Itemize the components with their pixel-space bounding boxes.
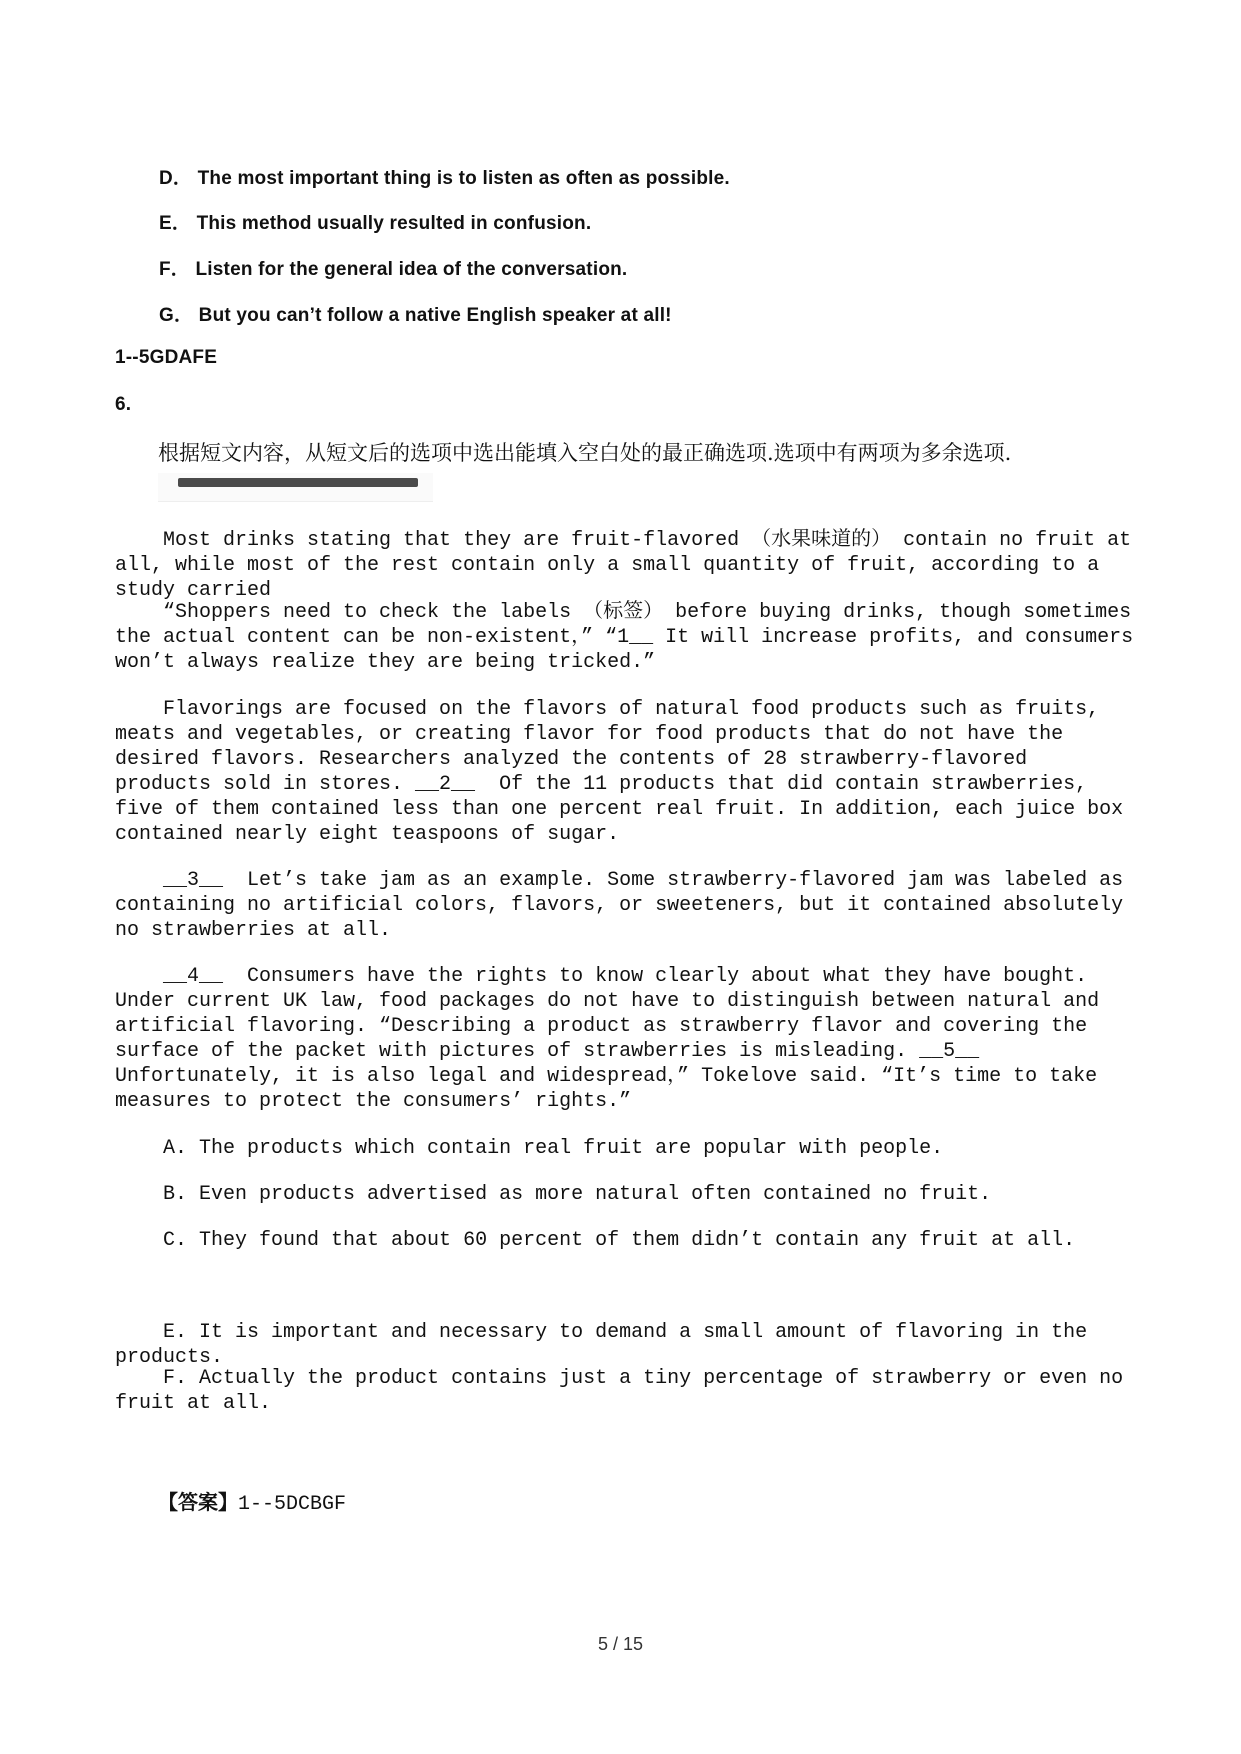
option-c: C. They found that about 60 percent of them didn’t contain any fruit at all. — [115, 1229, 1076, 1252]
option-letter: D． — [159, 168, 193, 189]
answer-line — [158, 1490, 346, 1517]
passage-paragraph-1: Most drinks stating that they are fruit-flavored （水果味道的） contain no fruit at all, while most of the rest contain only a small quantity of fruit, according to a study carried — [115, 529, 1144, 602]
prev-option-e — [159, 208, 591, 235]
answer-value: 1--5DCBGF — [238, 1493, 347, 1516]
option-letter: G． — [159, 305, 194, 326]
option-text: The most important thing is to listen as often as possible. — [197, 168, 730, 189]
option-text: This method usually resulted in confusion. — [196, 213, 592, 234]
option-letter: F． — [159, 259, 191, 280]
instruction-text: 根据短文内容，从短文后的选项中选出能填入空白处的最正确选项.选项中有两项为多余选项. — [158, 441, 1012, 465]
prev-option-f — [159, 254, 627, 281]
passage-paragraph-2: “Shoppers need to check the labels （标签） before buying drinks, though sometimes the actual content can be non-existent，” “1__ It will increase profits, and consumers won’t always realize they are being tricked.” — [115, 601, 1146, 674]
option-letter: E． — [159, 213, 192, 234]
prev-option-g — [159, 300, 672, 327]
prev-option-d — [159, 163, 730, 190]
option-text: Listen for the general idea of the conversation. — [195, 259, 628, 280]
question-number: 6. — [115, 394, 132, 415]
option-f: F. Actually the product contains just a tiny percentage of strawberry or even no fruit at all. — [115, 1367, 1136, 1415]
option-b: B. Even products advertised as more natural often contained no fruit. — [115, 1183, 992, 1206]
cropped-image-ink — [178, 478, 418, 487]
passage-paragraph-4: __3__ Let’s take jam as an example. Some strawberry-flavored jam was labeled as containing no artificial colors, flavors, or sweeteners, but it contained absolutely no strawberries at all. — [115, 869, 1136, 942]
prev-answer: 1--5GDAFE — [115, 347, 218, 368]
cropped-image-strip — [158, 473, 433, 502]
option-a: A. The products which contain real fruit are popular with people. — [115, 1137, 944, 1160]
page-number: 5 / 15 — [597, 1634, 644, 1654]
option-e: E. It is important and necessary to demand a small amount of flavoring in the products. — [115, 1321, 1100, 1369]
answer-label: 【答案】 — [158, 1490, 238, 1514]
option-text: But you can’t follow a native English speaker at all! — [198, 305, 672, 326]
passage-paragraph-5: __4__ Consumers have the rights to know clearly about what they have bought. Under current UK law, food packages do not have to distinguish between natural and artificial flavoring. “Describing a product as strawberry flavor and covering the surface of the packet with pictures of strawberries is misleading. __5__ Unfortunately, it is also legal and widespread，” Tokelove said. “It’s time to take measures to protect the consumers’ rights.” — [115, 965, 1112, 1113]
passage-paragraph-3: Flavorings are focused on the flavors of natural food products such as fruits, meats and vegetables, or creating flavor for food products that do not have the desired flavors. Researchers analyzed the contents of 28 strawberry-flavored products sold in stores. __2__ Of the 11 products that did contain strawberries, five of them contained less than one percent real fruit. In addition, each juice box contained nearly eight teaspoons of sugar. — [115, 698, 1136, 846]
